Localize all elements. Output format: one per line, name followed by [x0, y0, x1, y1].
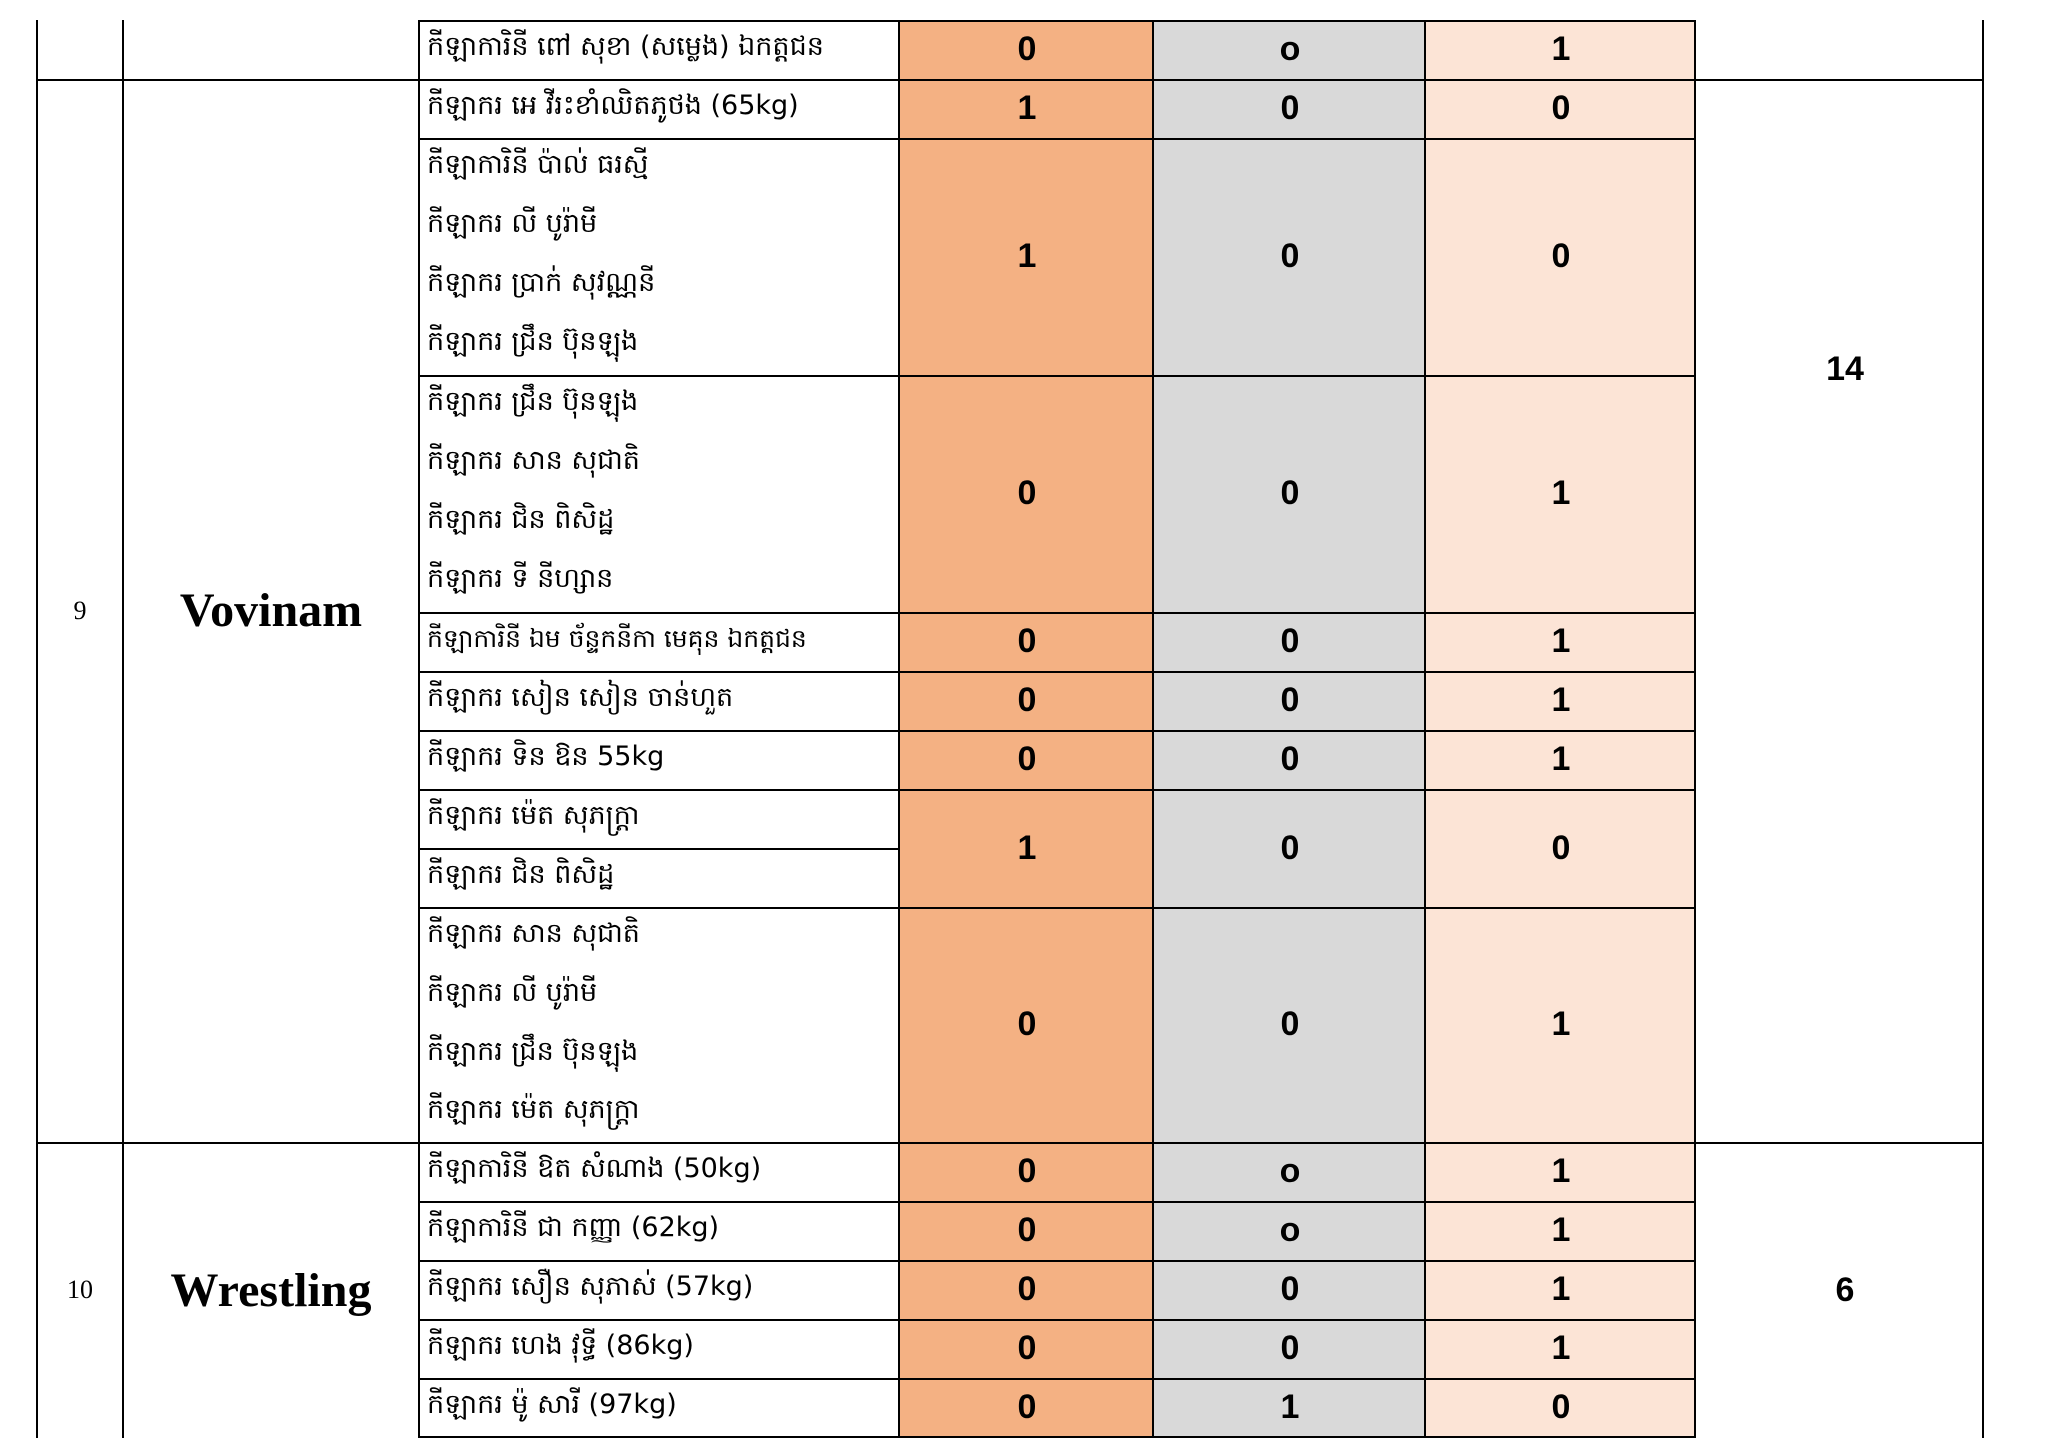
silver-count: 0: [1280, 237, 1300, 275]
bronze-count: 0: [1551, 237, 1571, 275]
silver-count: 0: [1280, 89, 1300, 127]
grid-line: [418, 848, 898, 850]
gold-count: 0: [1017, 1329, 1037, 1367]
silver-count: 0: [1280, 1329, 1300, 1367]
silver-count: 0: [1280, 1270, 1300, 1308]
athlete-name: កីឡាការិនី ឱត សំណាង (50kg): [427, 1153, 762, 1184]
bronze-count: 0: [1551, 89, 1571, 127]
athlete-name: កីឡាករ ម៉េត សុភក្រ្តា: [427, 800, 640, 831]
grid-line: [418, 1436, 1696, 1438]
athlete-name: កីឡាករ ជ្រឹន ប៊ុនឡុង: [427, 1036, 639, 1067]
bronze-count: 1: [1551, 1270, 1571, 1308]
gold-count: 0: [1017, 1211, 1037, 1249]
bronze-count: 1: [1551, 740, 1571, 778]
row-number: 10: [67, 1275, 93, 1304]
athlete-name: កីឡាការិនី ជា កញ្ញា (62kg): [427, 1212, 720, 1243]
bronze-count: 1: [1551, 1152, 1571, 1190]
grid-line: [418, 612, 1696, 614]
grid-line: [418, 907, 1696, 909]
bronze-count: 0: [1551, 1388, 1571, 1426]
silver-count: 1: [1280, 1388, 1300, 1426]
grid-line: [418, 1260, 1696, 1262]
bronze-count: 1: [1551, 622, 1571, 660]
grid-line: [898, 20, 900, 1438]
sport-total: 14: [1826, 350, 1864, 388]
grid-line: [418, 789, 1696, 791]
athlete-name: កីឡាការិនី ពៅ សុខា (សម្លេង) ឯកត្តជន: [427, 31, 824, 62]
gold-count: 0: [1017, 1270, 1037, 1308]
grid-line: [36, 1142, 1984, 1144]
grid-line: [122, 20, 124, 1438]
silver-count: o: [1279, 30, 1301, 68]
sport-name: Vovinam: [179, 584, 363, 637]
athlete-name: កីឡាករ សាន សុជាតិ: [427, 918, 640, 949]
bronze-count: 0: [1551, 828, 1571, 867]
athlete-name: កីឡាករ សាន សុជាតិ: [427, 445, 640, 476]
gold-count: 0: [1017, 740, 1037, 778]
grid-line: [418, 138, 1696, 140]
bronze-count: 1: [1551, 1211, 1571, 1249]
gold-count: 0: [1017, 474, 1037, 512]
athlete-name: កីឡាករ ជិន ពិសិដ្ឋ: [427, 504, 615, 535]
gold-count: 0: [1017, 622, 1037, 660]
silver-count: 0: [1280, 681, 1300, 719]
silver-count: 0: [1280, 474, 1300, 512]
gold-count: 1: [1017, 237, 1037, 275]
gold-count: 0: [1017, 1152, 1037, 1190]
grid-line: [1152, 20, 1154, 1438]
grid-line: [418, 20, 1696, 22]
gold-count: 0: [1017, 1005, 1037, 1043]
athlete-name: កីឡាករ អេ វីរះខាំឈិតភូថង (65kg): [427, 90, 799, 121]
athlete-name: កីឡាករ ទិន ឱន 55kg: [427, 741, 665, 772]
gold-count: 0: [1017, 30, 1037, 68]
bronze-count: 1: [1551, 30, 1571, 68]
silver-count: 0: [1280, 622, 1300, 660]
grid-line: [418, 375, 1696, 377]
athlete-name: កីឡាការិនី ប៉ាល់ ធរស្មី: [427, 149, 649, 180]
grid-line: [418, 671, 1696, 673]
sport-name: Wrestling: [170, 1263, 372, 1317]
gold-count: 1: [1017, 828, 1037, 867]
sport-total: 6: [1835, 1270, 1855, 1309]
athlete-name: កីឡាករ លី បូរ៉ាមី: [427, 977, 598, 1008]
athlete-name: កីឡាករ សឿន សុភាស់ (57kg): [427, 1271, 754, 1302]
grid-line: [418, 1378, 1696, 1380]
bronze-count: 1: [1551, 1005, 1571, 1043]
grid-line: [418, 20, 420, 1438]
row-number: 9: [73, 595, 87, 625]
grid-line: [418, 730, 1696, 732]
bronze-count: 1: [1551, 1329, 1571, 1367]
grid-line: [1424, 20, 1426, 1438]
athlete-name: កីឡាករ ជ្រឹន ប៊ុនឡុង: [427, 386, 639, 417]
silver-count: 0: [1280, 1005, 1300, 1043]
silver-count: o: [1279, 1152, 1301, 1190]
athlete-name: កីឡាករ ជ្រឹន ប៊ុនឡុង: [427, 326, 639, 357]
gold-count: 0: [1017, 1388, 1037, 1426]
bronze-count: 1: [1551, 474, 1571, 512]
silver-count: o: [1279, 1211, 1301, 1249]
gold-count: 0: [1017, 681, 1037, 719]
grid-line: [36, 20, 38, 1438]
grid-line: [36, 79, 1984, 81]
gold-count: 1: [1017, 89, 1037, 127]
silver-count: 0: [1280, 828, 1300, 867]
athlete-name: កីឡាករ ហេង វុទ្ធី (86kg): [427, 1330, 694, 1361]
athlete-name: កីឡាករ ទី នីហ្សាន: [427, 563, 614, 594]
grid-line: [418, 1319, 1696, 1321]
athlete-name: កីឡាករ ប្រាក់ សុវណ្ណនី: [427, 267, 656, 298]
silver-count: 0: [1280, 740, 1300, 778]
grid-line: [418, 1201, 1696, 1203]
athlete-name: កីឡាករ លី បូរ៉ាមី: [427, 208, 598, 239]
bronze-count: 1: [1551, 681, 1571, 719]
grid-line: [1694, 20, 1696, 1438]
athlete-name: កីឡាករ សៀន សៀន ចាន់ហួត: [427, 682, 734, 713]
athlete-name: កីឡាការិនី ឯម ច័ន្ទកនីកា មេគុន ឯកត្តជន: [427, 623, 807, 653]
athlete-name: កីឡាករ ជិន ពិសិដ្ឋ: [427, 859, 615, 890]
athlete-name: កីឡាករ ម៉ូ សារី (97kg): [427, 1389, 677, 1420]
athlete-name: កីឡាករ ម៉េត សុភក្រ្តា: [427, 1094, 640, 1125]
grid-line: [1982, 20, 1984, 1438]
